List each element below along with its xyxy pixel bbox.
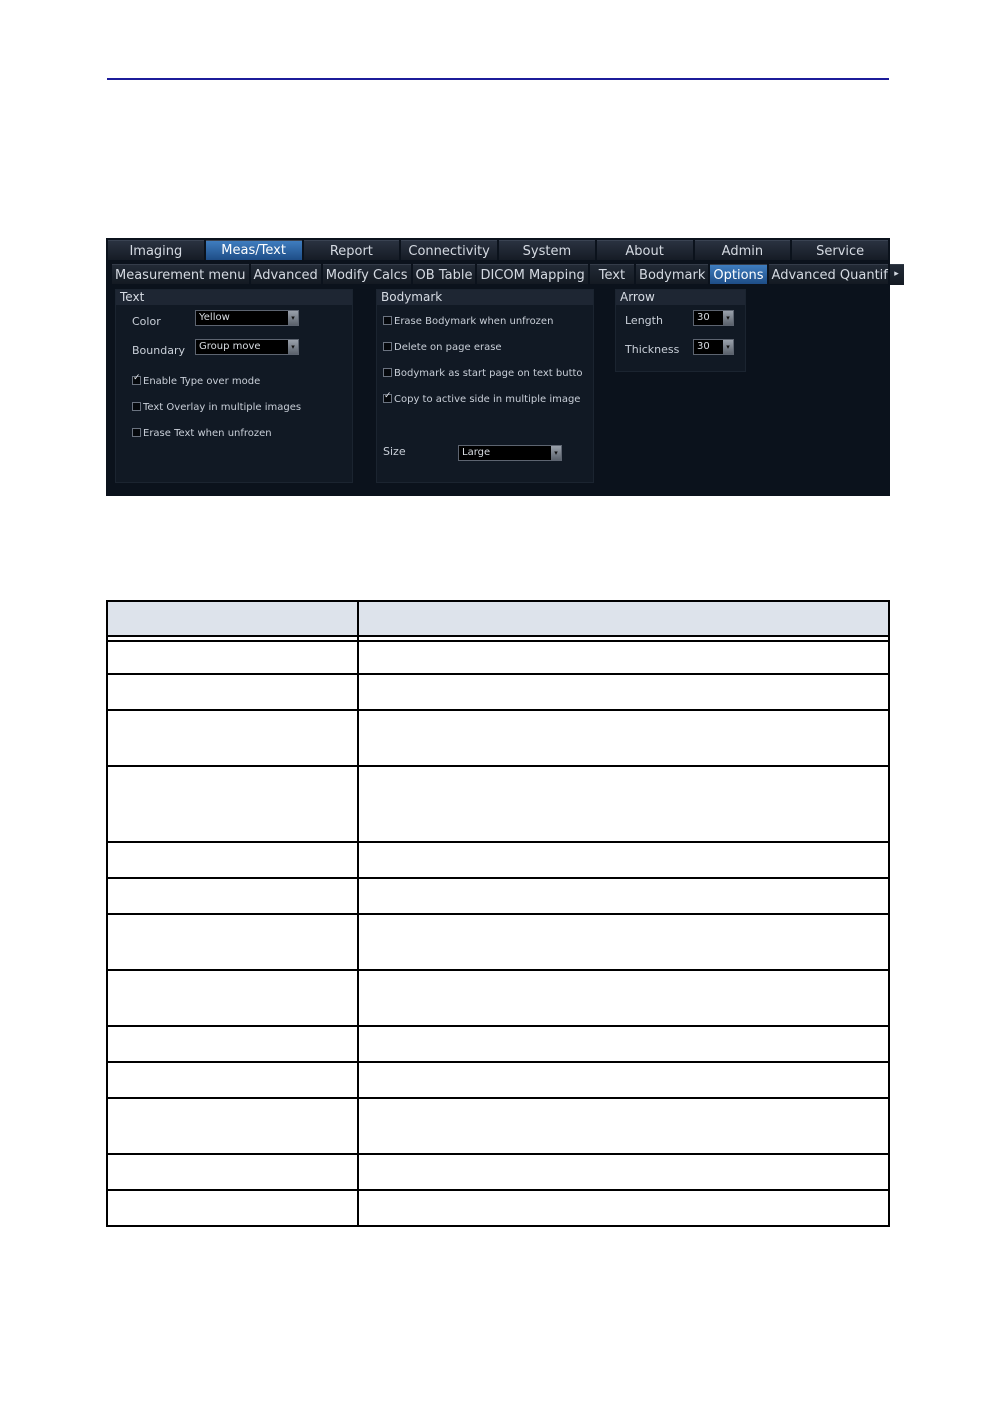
text-group [115, 289, 353, 483]
length-value: 30 [697, 312, 710, 323]
tab-service[interactable]: Service [792, 240, 888, 260]
color-label: Color [132, 315, 161, 328]
tab-about[interactable]: About [597, 240, 693, 260]
erase-bodymark-checkbox[interactable] [383, 316, 553, 327]
subtab-measurement-menu[interactable]: Measurement menu [112, 264, 249, 284]
subtab-modify-calcs[interactable]: Modify Calcs [323, 264, 411, 284]
bodymark-group [376, 289, 594, 483]
length-label: Length [625, 314, 663, 327]
enable-type-over-checkbox[interactable] [132, 373, 261, 387]
table-row [107, 674, 889, 710]
check-icon: ✓ [133, 373, 141, 383]
subtab-advanced-quantif[interactable]: Advanced Quantif [769, 264, 888, 284]
table-row [107, 914, 889, 970]
checkbox-label: Text Overlay in multiple images [143, 402, 302, 413]
checkbox-label: Erase Bodymark when unfrozen [394, 316, 554, 327]
check-icon: ✓ [384, 391, 392, 401]
chevron-down-icon: ▾ [551, 446, 561, 460]
checkbox-label: Erase Text when unfrozen [143, 428, 272, 439]
size-label: Size [383, 445, 406, 458]
color-dropdown[interactable] [195, 310, 299, 326]
thickness-value: 30 [697, 341, 710, 352]
length-dropdown[interactable] [693, 310, 734, 326]
size-value: Large [462, 447, 491, 458]
subtab-advanced[interactable]: Advanced [251, 264, 321, 284]
table-header-cell [358, 601, 889, 636]
checkbox-label: Delete on page erase [394, 342, 502, 353]
table-header-row [107, 601, 889, 636]
chevron-down-icon: ▾ [288, 340, 298, 354]
table-row [107, 1062, 889, 1098]
table-row [107, 641, 889, 674]
checkbox-label: Copy to active side in multiple image [394, 394, 581, 405]
settings-screenshot [106, 238, 899, 496]
text-overlay-checkbox[interactable] [132, 402, 301, 413]
table-row [107, 1154, 889, 1190]
size-dropdown[interactable] [458, 445, 562, 461]
table-row [107, 1026, 889, 1062]
tab-meas-text[interactable]: Meas/Text [206, 240, 302, 260]
table-row [107, 1190, 889, 1226]
bodymark-start-page-checkbox[interactable] [383, 368, 583, 379]
chevron-down-icon: ▾ [288, 311, 298, 325]
text-group-title: Text [116, 290, 352, 305]
thickness-label: Thickness [625, 343, 680, 356]
boundary-dropdown[interactable] [195, 339, 299, 355]
subtab-bodymark[interactable]: Bodymark [636, 264, 708, 284]
tab-report[interactable]: Report [304, 240, 400, 260]
table-row [107, 970, 889, 1026]
table-header-cell [107, 601, 358, 636]
tab-imaging[interactable]: Imaging [108, 240, 204, 260]
checkbox-label: Enable Type over mode [143, 376, 261, 387]
scroll-right-icon[interactable]: ▸ [890, 264, 904, 285]
table-row [107, 878, 889, 914]
copy-active-side-checkbox[interactable] [383, 391, 581, 405]
options-table [106, 600, 890, 1227]
header-rule [107, 78, 889, 80]
table-row [107, 766, 889, 842]
chevron-down-icon: ▾ [723, 311, 733, 325]
boundary-label: Boundary [132, 344, 185, 357]
tab-system[interactable]: System [499, 240, 595, 260]
main-tab-bar [108, 240, 888, 260]
sub-tab-bar [112, 264, 904, 284]
table-row [107, 842, 889, 878]
subtab-dicom-mapping[interactable]: DICOM Mapping [477, 264, 587, 284]
delete-on-erase-checkbox[interactable] [383, 342, 502, 353]
tab-connectivity[interactable]: Connectivity [401, 240, 497, 260]
checkbox-label: Bodymark as start page on text butto [394, 368, 583, 379]
subtab-text[interactable]: Text [590, 264, 634, 284]
arrow-group-title: Arrow [616, 290, 745, 305]
subtab-ob-table[interactable]: OB Table [413, 264, 476, 284]
table-row [107, 710, 889, 766]
boundary-value: Group move [199, 341, 261, 352]
arrow-group [615, 289, 746, 372]
chevron-down-icon: ▾ [723, 340, 733, 354]
subtab-options[interactable]: Options [710, 264, 766, 284]
thickness-dropdown[interactable] [693, 339, 734, 355]
bodymark-group-title: Bodymark [377, 290, 593, 305]
tab-admin[interactable]: Admin [695, 240, 791, 260]
erase-text-checkbox[interactable] [132, 428, 272, 439]
table-row [107, 1098, 889, 1154]
color-value: Yellow [199, 312, 230, 323]
